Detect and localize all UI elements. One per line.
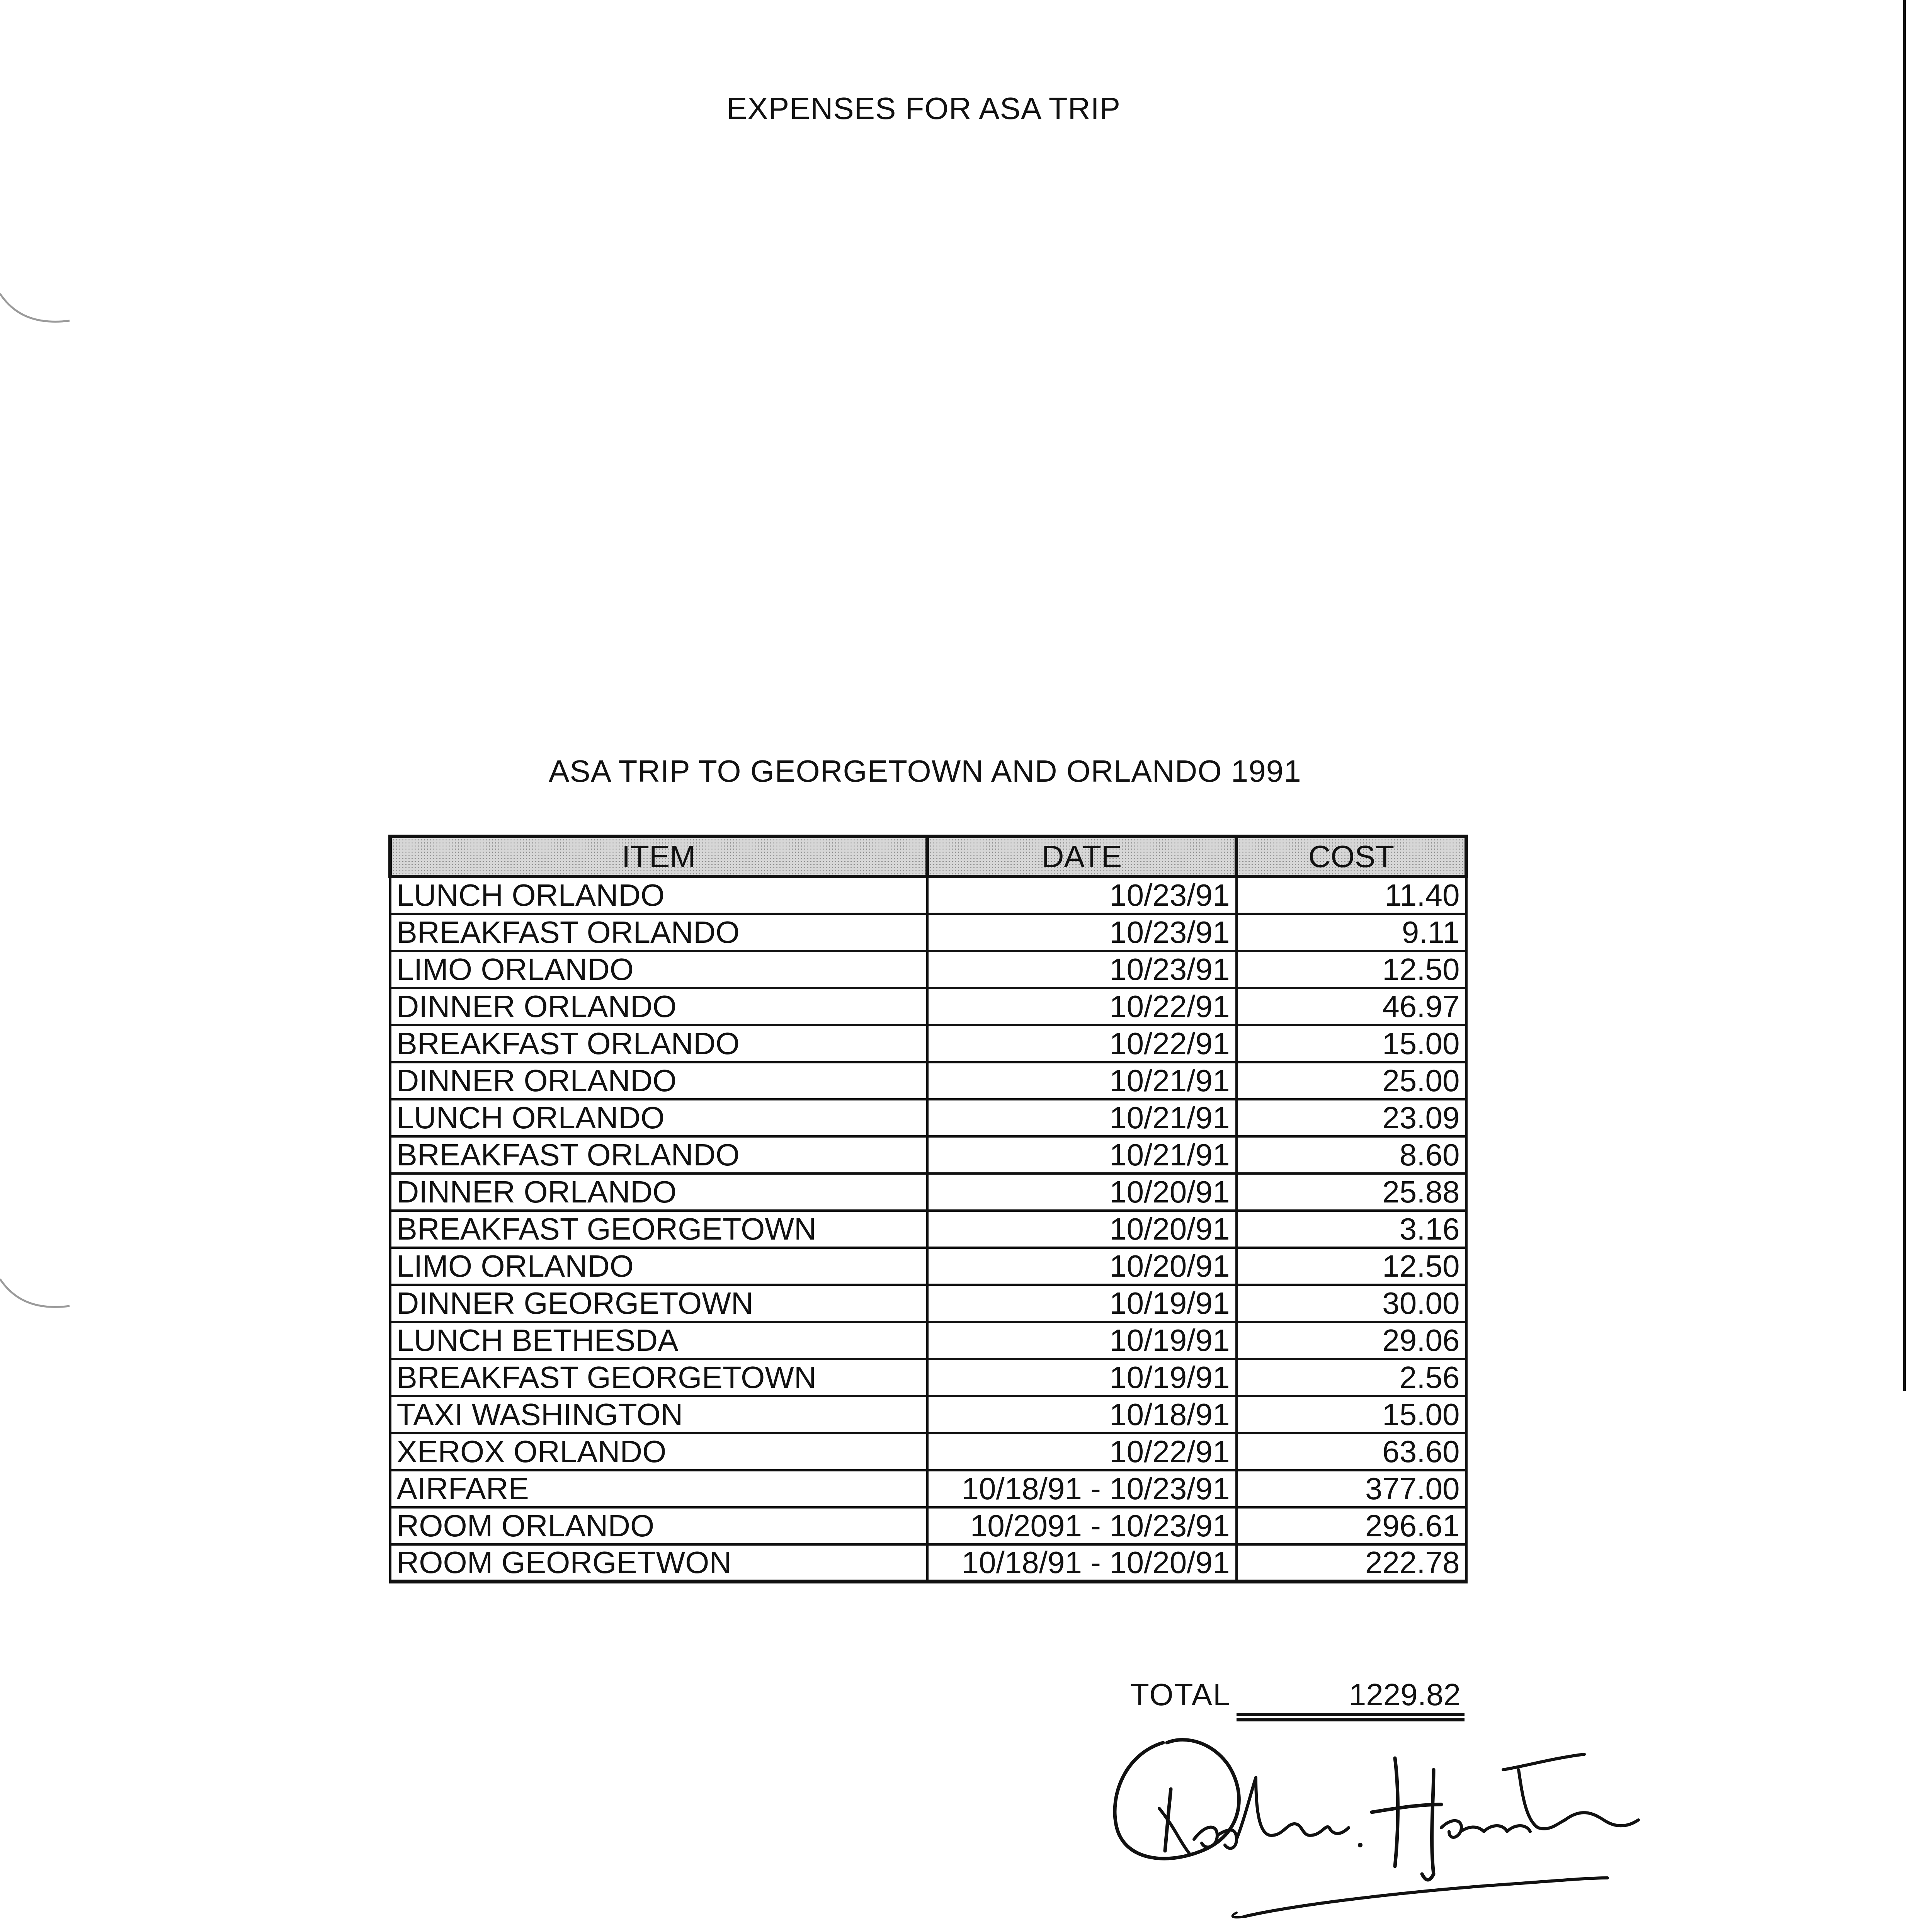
- expenses-table: [388, 835, 1468, 1583]
- row-item: AIRFARE: [390, 1470, 927, 1507]
- row-cost: 12.50: [1237, 1248, 1466, 1285]
- row-cost: 15.00: [1237, 1025, 1466, 1062]
- row-date: 10/19/91: [927, 1359, 1237, 1396]
- table-row: [390, 914, 1466, 951]
- table-row: [390, 1211, 1466, 1248]
- row-cost: 30.00: [1237, 1285, 1466, 1322]
- row-date: 10/20/91: [927, 1248, 1237, 1285]
- row-cost: 46.97: [1237, 988, 1466, 1025]
- table-row: [390, 1470, 1466, 1507]
- table-row: [390, 1507, 1466, 1544]
- table-row: [390, 877, 1466, 914]
- row-date: 10/18/91 - 10/23/91: [927, 1470, 1237, 1507]
- table-row: [390, 1025, 1466, 1062]
- row-cost: 29.06: [1237, 1322, 1466, 1359]
- row-item: LUNCH ORLANDO: [390, 1099, 927, 1136]
- row-item: BREAKFAST ORLANDO: [390, 914, 927, 951]
- row-date: 10/18/91 - 10/20/91: [927, 1544, 1237, 1582]
- row-cost: 3.16: [1237, 1211, 1466, 1248]
- row-cost: 2.56: [1237, 1359, 1466, 1396]
- row-date: 10/20/91: [927, 1211, 1237, 1248]
- row-item: BREAKFAST GEORGETOWN: [390, 1359, 927, 1396]
- row-cost: 63.60: [1237, 1433, 1466, 1470]
- row-cost: 9.11: [1237, 914, 1466, 951]
- table-row: [390, 1173, 1466, 1211]
- header-date: DATE: [927, 837, 1237, 877]
- row-date: 10/23/91: [927, 914, 1237, 951]
- table-row: [390, 1136, 1466, 1173]
- binder-punch-mark: [0, 286, 77, 332]
- row-cost: 23.09: [1237, 1099, 1466, 1136]
- row-cost: 25.00: [1237, 1062, 1466, 1099]
- row-date: 10/21/91: [927, 1099, 1237, 1136]
- table-row: [390, 1544, 1466, 1582]
- row-item: DINNER ORLANDO: [390, 1062, 927, 1099]
- row-cost: 15.00: [1237, 1396, 1466, 1433]
- row-cost: 377.00: [1237, 1470, 1466, 1507]
- row-item: DINNER GEORGETOWN: [390, 1285, 927, 1322]
- row-item: LIMO ORLANDO: [390, 951, 927, 988]
- row-cost: 296.61: [1237, 1507, 1466, 1544]
- table-row: [390, 1062, 1466, 1099]
- signature: [1101, 1712, 1797, 1932]
- total-value: 1229.82: [1349, 1677, 1461, 1712]
- header-item: ITEM: [390, 837, 927, 877]
- row-item: BREAKFAST ORLANDO: [390, 1025, 927, 1062]
- row-item: LUNCH ORLANDO: [390, 877, 927, 914]
- table-header-row: [390, 837, 1466, 877]
- table-row: [390, 988, 1466, 1025]
- table-row: [390, 1359, 1466, 1396]
- row-date: 10/23/91: [927, 877, 1237, 914]
- margin-rule: [1903, 0, 1906, 1391]
- row-date: 10/19/91: [927, 1285, 1237, 1322]
- binder-punch-mark: [0, 1271, 77, 1318]
- table-row: [390, 1322, 1466, 1359]
- row-date: 10/20/91: [927, 1173, 1237, 1211]
- row-date: 10/18/91: [927, 1396, 1237, 1433]
- row-cost: 12.50: [1237, 951, 1466, 988]
- row-item: DINNER ORLANDO: [390, 988, 927, 1025]
- row-date: 10/21/91: [927, 1136, 1237, 1173]
- row-date: 10/22/91: [927, 988, 1237, 1025]
- row-item: DINNER ORLANDO: [390, 1173, 927, 1211]
- table-title: ASA TRIP TO GEORGETOWN AND ORLANDO 1991: [549, 754, 1301, 788]
- row-cost: 222.78: [1237, 1544, 1466, 1582]
- table-row: [390, 1433, 1466, 1470]
- table-row: [390, 1285, 1466, 1322]
- table-row: [390, 1099, 1466, 1136]
- row-date: 10/19/91: [927, 1322, 1237, 1359]
- row-item: ROOM ORLANDO: [390, 1507, 927, 1544]
- row-item: ROOM GEORGETWON: [390, 1544, 927, 1582]
- row-cost: 11.40: [1237, 877, 1466, 914]
- table-row: [390, 1248, 1466, 1285]
- row-item: XEROX ORLANDO: [390, 1433, 927, 1470]
- row-date: 10/22/91: [927, 1025, 1237, 1062]
- table-row: [390, 951, 1466, 988]
- row-item: BREAKFAST GEORGETOWN: [390, 1211, 927, 1248]
- row-item: BREAKFAST ORLANDO: [390, 1136, 927, 1173]
- page-title: EXPENSES FOR ASA TRIP: [726, 91, 1121, 126]
- row-date: 10/22/91: [927, 1433, 1237, 1470]
- row-item: LUNCH BETHESDA: [390, 1322, 927, 1359]
- row-item: LIMO ORLANDO: [390, 1248, 927, 1285]
- header-cost: COST: [1237, 837, 1466, 877]
- row-item: TAXI WASHINGTON: [390, 1396, 927, 1433]
- row-cost: 8.60: [1237, 1136, 1466, 1173]
- row-date: 10/21/91: [927, 1062, 1237, 1099]
- total-label: TOTAL: [1130, 1677, 1231, 1712]
- row-date: 10/23/91: [927, 951, 1237, 988]
- row-cost: 25.88: [1237, 1173, 1466, 1211]
- row-date: 10/2091 - 10/23/91: [927, 1507, 1237, 1544]
- table-row: [390, 1396, 1466, 1433]
